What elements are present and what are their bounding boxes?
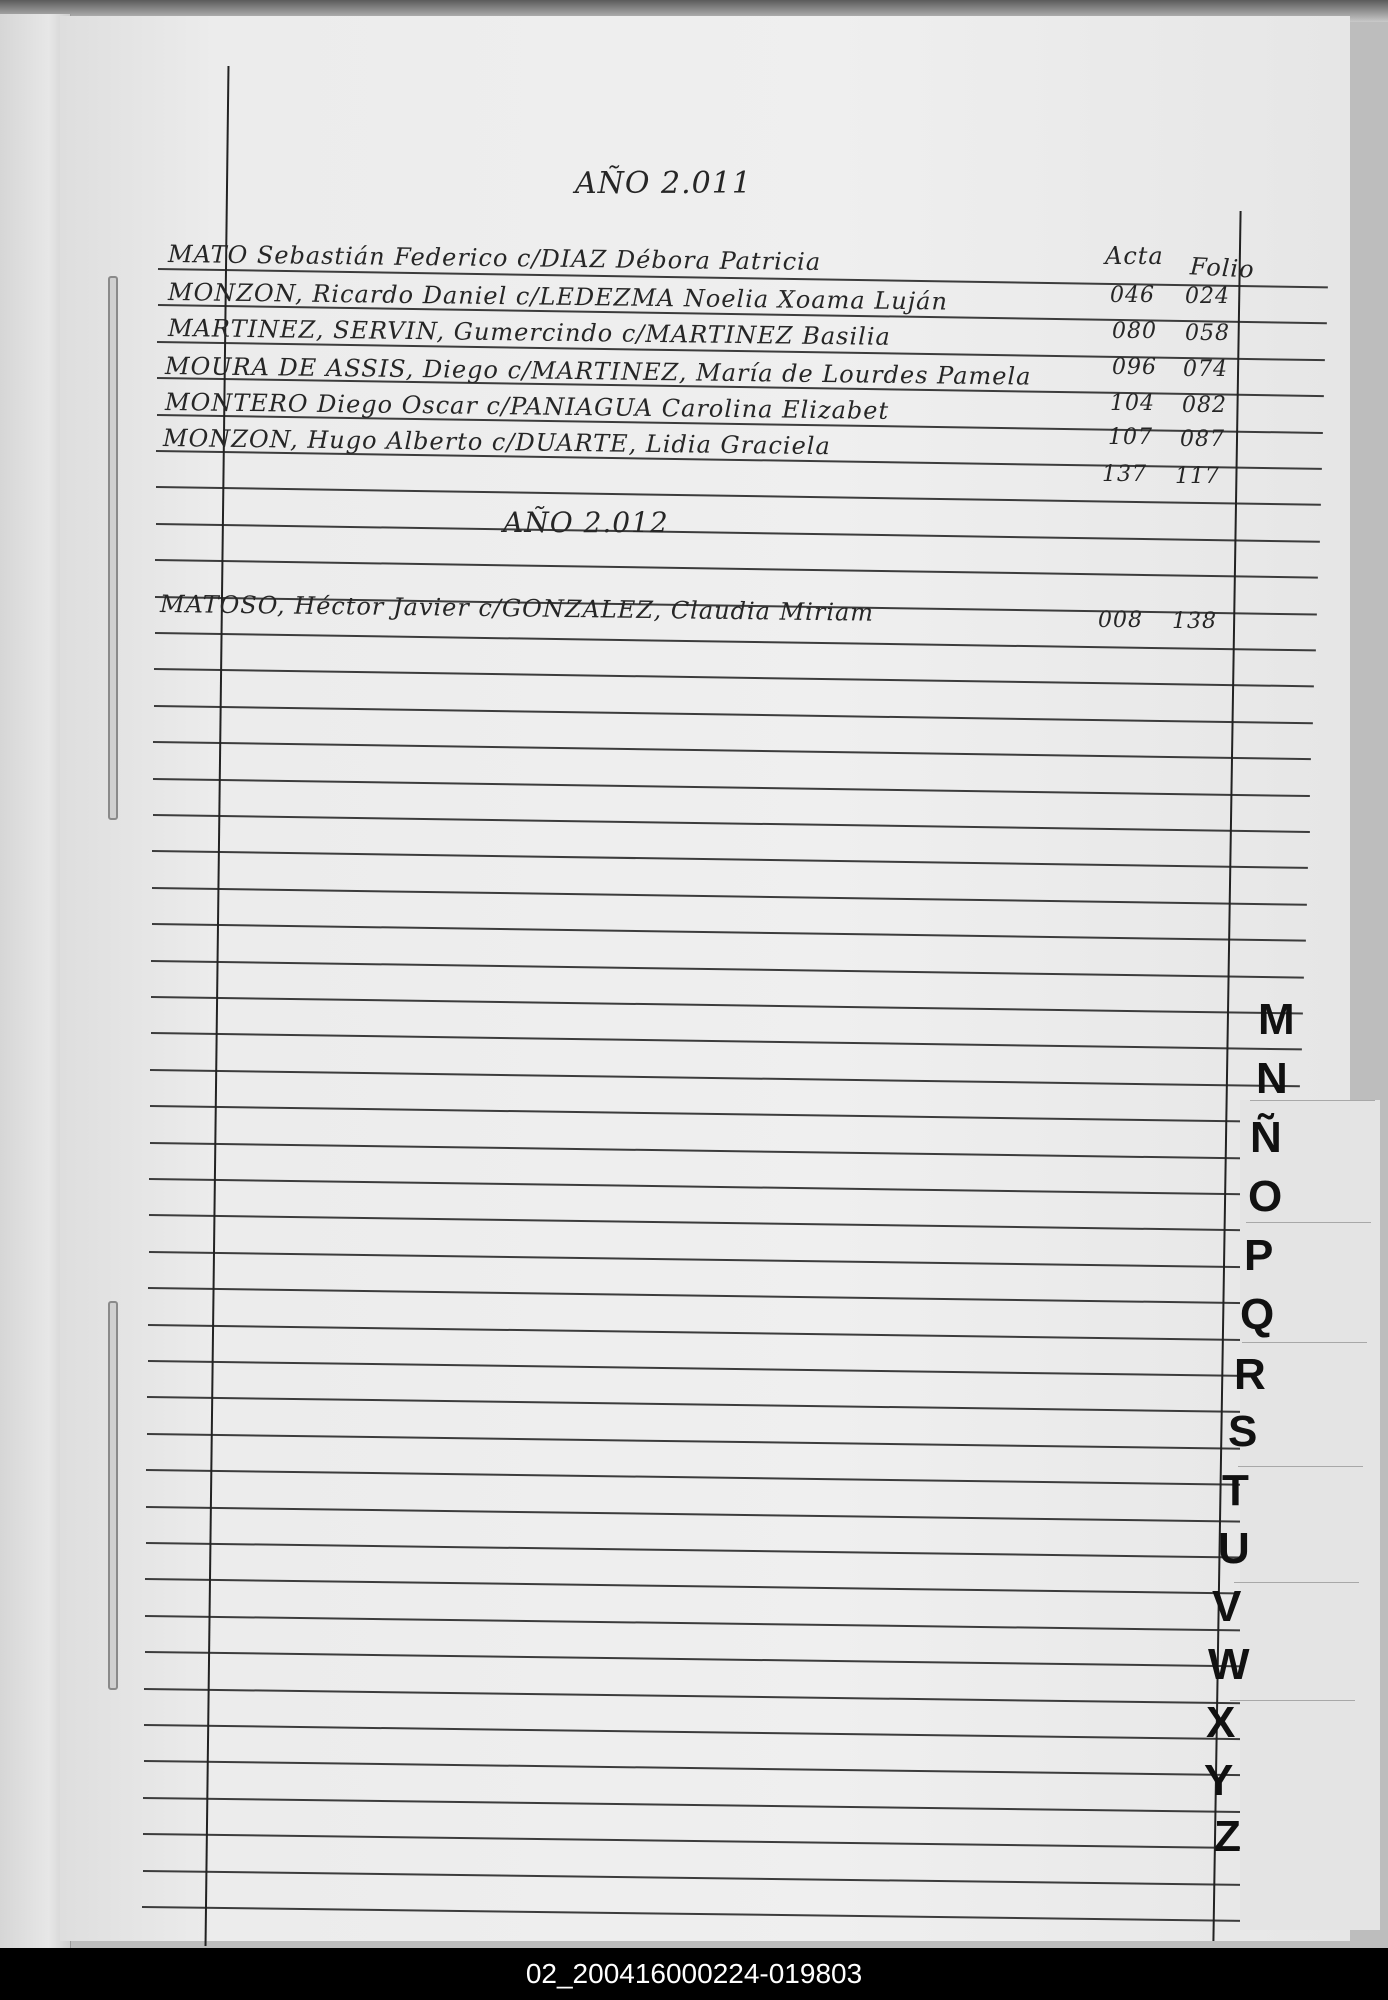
index-tab-m[interactable]: M xyxy=(1258,995,1295,1044)
ruled-line xyxy=(149,1214,1296,1231)
scan-footer xyxy=(0,1948,1388,2000)
ruled-line xyxy=(147,1360,1290,1377)
column-header-acta: Acta xyxy=(1105,242,1164,270)
ruled-line xyxy=(152,887,1307,905)
ruled-line xyxy=(146,1542,1284,1559)
ruled-line xyxy=(150,1142,1298,1160)
acta-value-3: 080 xyxy=(1112,319,1157,344)
ruled-line xyxy=(146,1469,1286,1486)
folio-value-6: 087 xyxy=(1180,427,1225,452)
index-tab-separator xyxy=(1234,1582,1359,1583)
ruled-line xyxy=(145,1651,1281,1667)
ruled-line xyxy=(145,1578,1283,1595)
ruled-line xyxy=(156,523,1320,542)
folio-value-2012-1: 138 xyxy=(1172,609,1217,634)
folio-value-2: 024 xyxy=(1185,284,1230,309)
ruled-line xyxy=(151,960,1304,978)
ruled-line xyxy=(150,1105,1299,1123)
ruled-line xyxy=(142,1906,1271,1922)
index-tab-z[interactable]: Z xyxy=(1214,1812,1241,1861)
ruled-line xyxy=(153,778,1310,797)
ruled-line xyxy=(149,1251,1295,1268)
register-page xyxy=(60,16,1350,1941)
ruled-line xyxy=(154,632,1315,651)
ruled-line xyxy=(149,1178,1296,1196)
acta-value-7: 137 xyxy=(1102,462,1147,487)
entry-name-2012-1: MATOSO, Héctor Javier c/GONZALEZ, Claudia Miriam xyxy=(159,590,875,627)
ruled-line xyxy=(148,1324,1292,1341)
acta-value-2012-1: 008 xyxy=(1098,608,1143,633)
index-tab-q[interactable]: Q xyxy=(1240,1290,1275,1339)
index-tab-n[interactable]: N xyxy=(1256,1054,1288,1103)
ruled-line xyxy=(153,741,1311,760)
acta-value-6: 107 xyxy=(1108,425,1153,450)
ruled-line xyxy=(143,1833,1274,1849)
ruled-line xyxy=(144,1724,1278,1740)
folio-value-5: 082 xyxy=(1182,393,1227,418)
ruled-line xyxy=(145,1615,1282,1631)
ruled-line xyxy=(144,1760,1277,1776)
ruled-line xyxy=(146,1506,1285,1523)
acta-value-4: 096 xyxy=(1112,355,1157,380)
entry-name-4: MOURA DE ASSIS, Diego c/MARTINEZ, María de Lourdes Pamela xyxy=(164,352,1032,391)
ruled-line xyxy=(143,1797,1275,1813)
entry-name-6: MONZON, Hugo Alberto c/DUARTE, Lidia Graciela xyxy=(162,424,831,461)
ruled-line xyxy=(148,1287,1293,1304)
left-margin-line xyxy=(205,66,230,1946)
index-tab-y[interactable]: Y xyxy=(1204,1756,1234,1805)
ruled-line xyxy=(147,1433,1288,1450)
ruled-line xyxy=(147,1396,1289,1413)
year-heading-2012: AÑO 2.012 xyxy=(503,506,669,539)
acta-value-5: 104 xyxy=(1110,391,1155,416)
entry-name-5: MONTERO Diego Oscar c/PANIAGUA Carolina Elizabet xyxy=(164,388,890,425)
ruled-line xyxy=(143,1870,1273,1886)
binding-stitch-bottom xyxy=(108,1301,118,1690)
entry-name-1: MATO Sebastián Federico c/DIAZ Débora Patricia xyxy=(167,240,822,276)
ruled-line xyxy=(151,1032,1302,1050)
entry-name-3: MARTINEZ, SERVIN, Gumercindo c/MARTINEZ Basilia xyxy=(167,314,891,351)
index-tab-w[interactable]: W xyxy=(1208,1640,1250,1689)
column-header-folio: Folio xyxy=(1189,252,1256,284)
year-heading-2011: AÑO 2.011 xyxy=(575,166,752,201)
ruled-line xyxy=(152,850,1307,868)
ruled-line xyxy=(151,996,1303,1014)
index-tab-s[interactable]: S xyxy=(1228,1407,1258,1456)
binding-stitch-top xyxy=(108,276,118,820)
image-identifier: 02_200416000224-019803 xyxy=(525,1958,863,1989)
ruled-line xyxy=(144,1688,1279,1704)
index-tab-r[interactable]: R xyxy=(1234,1350,1266,1399)
ruled-line xyxy=(155,559,1318,578)
index-tab-separator xyxy=(1238,1466,1363,1467)
index-tab-n-tilde[interactable]: Ñ xyxy=(1250,1113,1282,1162)
ruled-line xyxy=(156,486,1320,505)
ruled-line xyxy=(150,1069,1300,1087)
index-tab-v[interactable]: V xyxy=(1212,1582,1242,1631)
folio-value-7: 117 xyxy=(1175,464,1220,489)
folio-value-3: 058 xyxy=(1185,321,1230,346)
ruled-line xyxy=(154,705,1313,724)
index-tab-x[interactable]: X xyxy=(1206,1698,1236,1747)
index-tab-separator xyxy=(1246,1222,1371,1223)
ruled-line xyxy=(154,668,1314,687)
index-tab-p[interactable]: P xyxy=(1244,1231,1274,1280)
index-tab-t[interactable]: T xyxy=(1222,1466,1249,1515)
acta-value-2: 046 xyxy=(1110,283,1155,308)
index-tab-u[interactable]: U xyxy=(1218,1524,1250,1573)
index-tab-separator xyxy=(1230,1700,1355,1701)
index-tab-separator xyxy=(1242,1342,1367,1343)
index-tab-o[interactable]: O xyxy=(1248,1172,1283,1221)
ruled-line xyxy=(152,923,1306,941)
index-tab-strip xyxy=(1240,1100,1380,1930)
entry-name-2: MONZON, Ricardo Daniel c/LEDEZMA Noelia Xoama Luján xyxy=(167,278,949,316)
ruled-line xyxy=(153,814,1309,832)
folio-value-4: 074 xyxy=(1183,357,1228,382)
